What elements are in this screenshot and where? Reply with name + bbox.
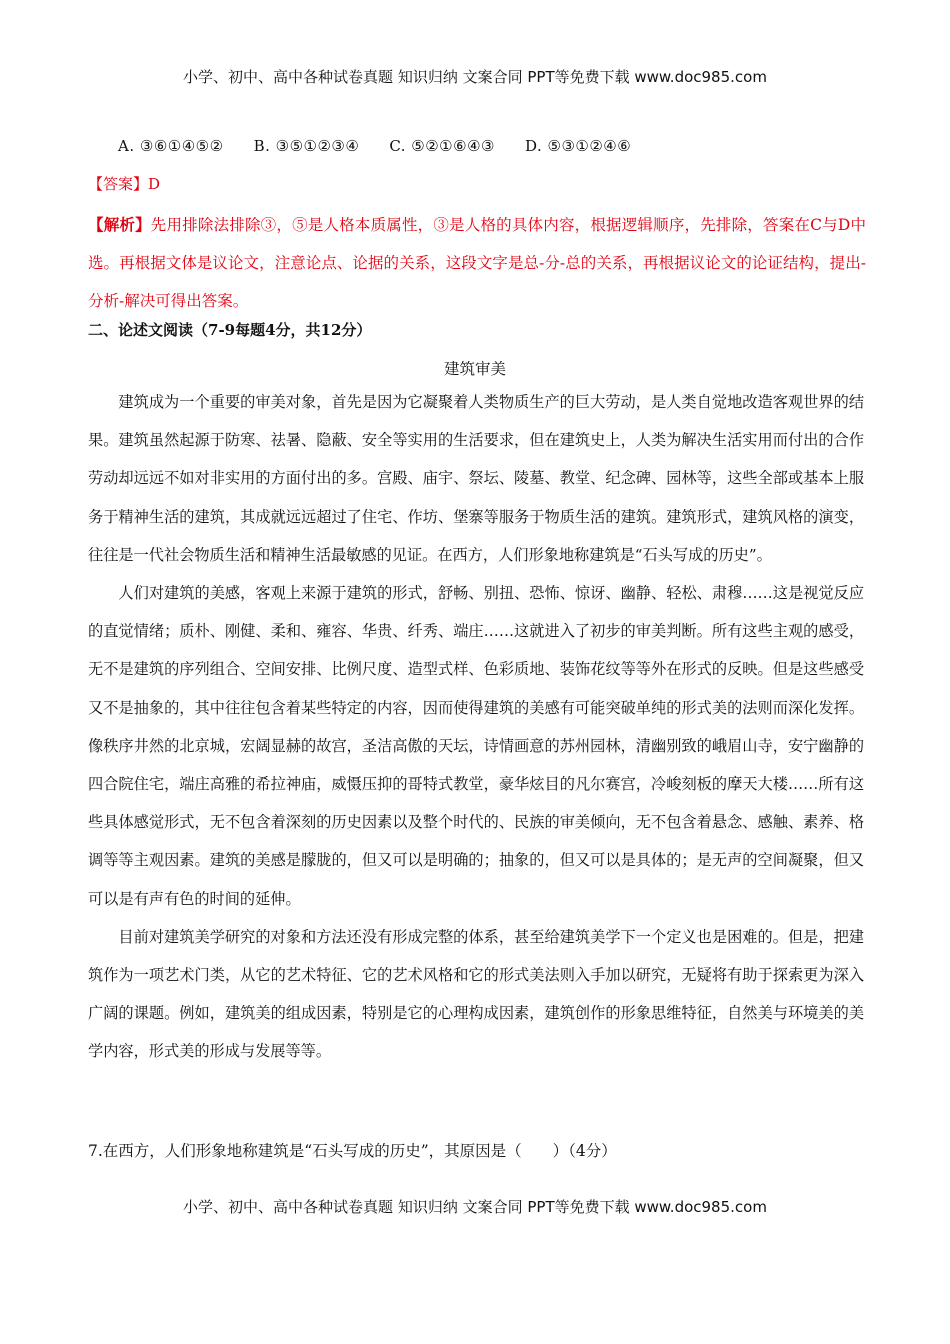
question-7: 7.在西方，人们形象地称建筑是“石头写成的历史”，其原因是（ ）（4分） [88, 1142, 617, 1160]
article-paragraph: 建筑成为一个重要的审美对象，首先是因为它凝聚着人类物质生产的巨大劳动，是人类自觉地改造客观世界的结果。建筑虽然起源于防寒、祛暑、隐蔽、安全等实用的生活要求，但在建筑史上，人类为解决生活实用而付出的合作劳动却远远不如对非实用的方面付出的多。宫殿、庙宇、祭坛、陵墓、教堂、纪念碑、园林等，这些全部或基本上服务于精神生活的建筑，其成就远远超过了住宅、作坊、堡寨等服务于物质生活的建筑。建筑形式，建筑风格的演变，往往是一代社会物质生活和精神生活最敏感的见证。在西方，人们形象地称建筑是“石头写成的历史”。 [88, 393, 864, 564]
article-title: 建筑审美 [443, 360, 506, 378]
article-body [88, 383, 864, 1071]
option-a: A. ③⑥①④⑤② [118, 137, 224, 155]
answer-value: D [148, 175, 161, 193]
analysis-block [88, 206, 866, 320]
option-b: B. ③⑤①②③④ [253, 137, 360, 155]
analysis-label: 【解析】 [88, 215, 151, 234]
analysis-text: 先用排除法排除③，⑤是人格本质属性，③是人格的具体内容，根据逻辑顺序，先排除，答案在C与D中选。再根据文体是议论文，注意论点、论据的关系，这段文字是总-分-总的关系，再根据议论文的论证结构，提出-分析-解决可得出答案。 [88, 216, 866, 310]
article-paragraph: 目前对建筑美学研究的对象和方法还没有形成完整的体系，甚至给建筑美学下一个定义也是困难的。但是，把建筑作为一项艺术门类，从它的艺术特征、它的艺术风格和它的形式美法则入手加以研究，无疑将有助于探索更为深入广阔的课题。例如，建筑美的组成因素，特别是它的心理构成因素，建筑创作的形象思维特征，自然美与环境美的美学内容，形式美的形成与发展等等。 [88, 927, 864, 1061]
page-footer: 小学、初中、高中各种试卷真题 知识归纳 文案合同 PPT等免费下载 www.doc985.com [183, 1198, 767, 1216]
option-c: C. ⑤②①⑥④③ [389, 137, 495, 155]
answer-line [88, 173, 160, 194]
article-paragraph: 人们对建筑的美感，客观上来源于建筑的形式，舒畅、别扭、恐怖、惊讶、幽静、轻松、肃穆……这是视觉反应的直觉情绪；质朴、刚健、柔和、雍容、华贵、纤秀、端庄……这就进入了初步的审美判断。所有这些主观的感受，无不是建筑的序列组合、空间安排、比例尺度、造型式样、色彩质地、装饰花纹等等外在形式的反映。但是这些感受又不是抽象的，其中往往包含着某些特定的内容，因而使得建筑的美感有可能突破单纯的形式美的法则而深化发挥。像秩序井然的北京城，宏阔显赫的故宫，圣洁高傲的天坛，诗情画意的苏州园林，清幽别致的峨眉山寺，安宁幽静的四合院住宅，端庄高雅的希拉神庙，威慑压抑的哥特式教堂，豪华炫目的凡尔赛宫，冷峻刻板的摩天大楼……所有这些具体感觉形式，无不包含着深刻的历史因素以及整个时代的、民族的审美倾向，无不包含着悬念、感触、素养、格调等等主观因素。建筑的美感是朦胧的，但又可以是明确的；抽象的，但又可以是具体的；是无声的空间凝聚，但又可以是有声有色的时间的延伸。 [88, 584, 864, 908]
answer-label: 【答案】 [88, 175, 149, 193]
section-heading: 二、论述文阅读（7-9每题4分，共12分） [88, 321, 372, 339]
page-header: 小学、初中、高中各种试卷真题 知识归纳 文案合同 PPT等免费下载 www.doc985.com [183, 68, 767, 86]
option-d: D. ⑤③①②④⑥ [524, 137, 632, 155]
answer-options [118, 137, 631, 155]
